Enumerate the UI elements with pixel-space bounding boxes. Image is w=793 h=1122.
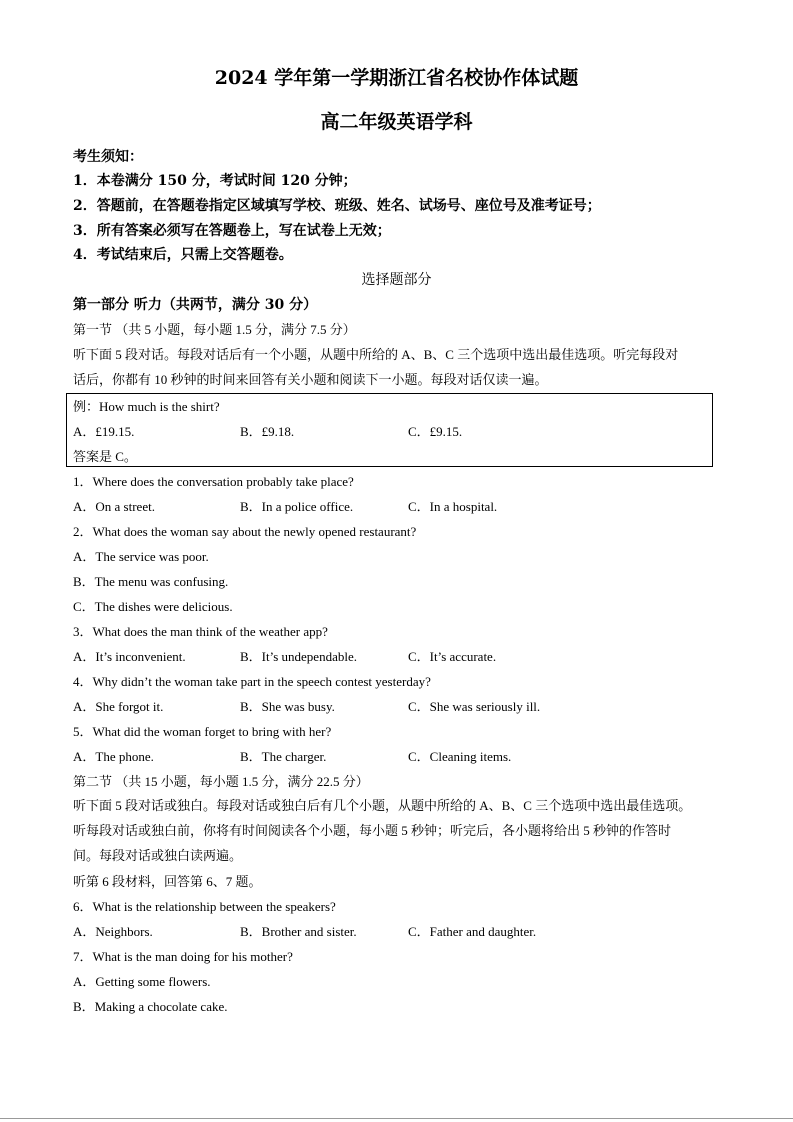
material-note: 听第 6 段材料，回答第 6、7 题。 xyxy=(73,874,262,889)
question-stem: 3．What does the man think of the weather app? xyxy=(73,624,328,639)
page-bottom-divider xyxy=(0,1118,793,1119)
example-question: 例：How much is the shirt? xyxy=(73,399,220,414)
question-option: B．Making a chocolate cake. xyxy=(73,999,228,1014)
question-stem: 7．What is the man doing for his mother? xyxy=(73,949,293,964)
example-option-b: B．£9.18. xyxy=(240,424,295,439)
exam-title: 2024 学年第一学期浙江省名校协作体试题 xyxy=(214,67,579,89)
exam-subtitle: 高二年级英语学科 xyxy=(320,111,473,133)
section2-instruction: 听下面 5 段对话或独白。每段对话或独白后有几个小题，从题中所给的 A、B、C 三个选项中选出最佳选项。 xyxy=(73,798,692,813)
question-option: A．She forgot it. xyxy=(73,699,164,714)
question-option: B．Brother and sister. xyxy=(240,924,357,939)
notice-item: 4．考试结束后，只需上交答题卷。 xyxy=(73,247,293,263)
section2-instruction: 间。每段对话或独白读两遍。 xyxy=(73,848,243,863)
section1-heading: 第一节 （共 5 小题，每小题 1.5 分，满分 7.5 分） xyxy=(73,322,356,337)
section2-instruction: 听每段对话或独白前，你将有时间阅读各个小题，每小题 5 秒钟；听完后，各小题将给出 5 秒钟的作答时 xyxy=(73,823,672,838)
question-option: A．The service was poor. xyxy=(73,549,209,564)
question-stem: 6．What is the relationship between the speakers? xyxy=(73,899,336,914)
notice-item: 3．所有答案必须写在答题卷上，写在试卷上无效； xyxy=(73,223,391,239)
question-stem: 4．Why didn’t the woman take part in the speech contest yesterday? xyxy=(73,674,431,689)
question-option: A．The phone. xyxy=(73,749,154,764)
section2-heading: 第二节 （共 15 小题，每小题 1.5 分，满分 22.5 分） xyxy=(73,774,369,789)
question-option: A．It’s inconvenient. xyxy=(73,649,186,664)
question-option: A．Neighbors. xyxy=(73,924,153,939)
section-heading: 选择题部分 xyxy=(361,273,432,288)
example-option-c: C．£9.15. xyxy=(408,424,463,439)
section1-instruction: 听下面 5 段对话。每段对话后有一个小题，从题中所给的 A、B、C 三个选项中选出最佳选项。听完每段对 xyxy=(73,347,679,362)
question-option: B．She was busy. xyxy=(240,699,335,714)
example-option-a: A．£19.15. xyxy=(73,424,135,439)
question-option: C．Father and daughter. xyxy=(408,924,537,939)
question-option: A．Getting some flowers. xyxy=(73,974,211,989)
question-option: C．In a hospital. xyxy=(408,499,498,514)
question-option: C．Cleaning items. xyxy=(408,749,512,764)
question-option: B．The charger. xyxy=(240,749,327,764)
part1-heading: 第一部分 听力（共两节，满分 30 分） xyxy=(73,297,318,313)
section1-instruction: 话后，你都有 10 秒钟的时间来回答有关小题和阅读下一小题。每段对话仅读一遍。 xyxy=(73,372,548,387)
question-option: B．The menu was confusing. xyxy=(73,574,229,589)
question-stem: 2．What does the woman say about the newly opened restaurant? xyxy=(73,524,417,539)
question-option: C．She was seriously ill. xyxy=(408,699,541,714)
example-answer: 答案是 C。 xyxy=(73,449,137,464)
notice-heading: 考生须知： xyxy=(73,149,143,165)
question-option: B．It’s undependable. xyxy=(240,649,357,664)
notice-item: 1．本卷满分 150 分，考试时间 120 分钟； xyxy=(73,173,357,189)
question-option: B．In a police office. xyxy=(240,499,354,514)
question-stem: 5．What did the woman forget to bring with her? xyxy=(73,724,332,739)
question-stem: 1．Where does the conversation probably take place? xyxy=(73,474,354,489)
question-option: A．On a street. xyxy=(73,499,155,514)
question-option: C．It’s accurate. xyxy=(408,649,497,664)
notice-item: 2．答题前，在答题卷指定区域填写学校、班级、姓名、试场号、座位号及准考证号； xyxy=(73,198,601,214)
question-option: C．The dishes were delicious. xyxy=(73,599,233,614)
